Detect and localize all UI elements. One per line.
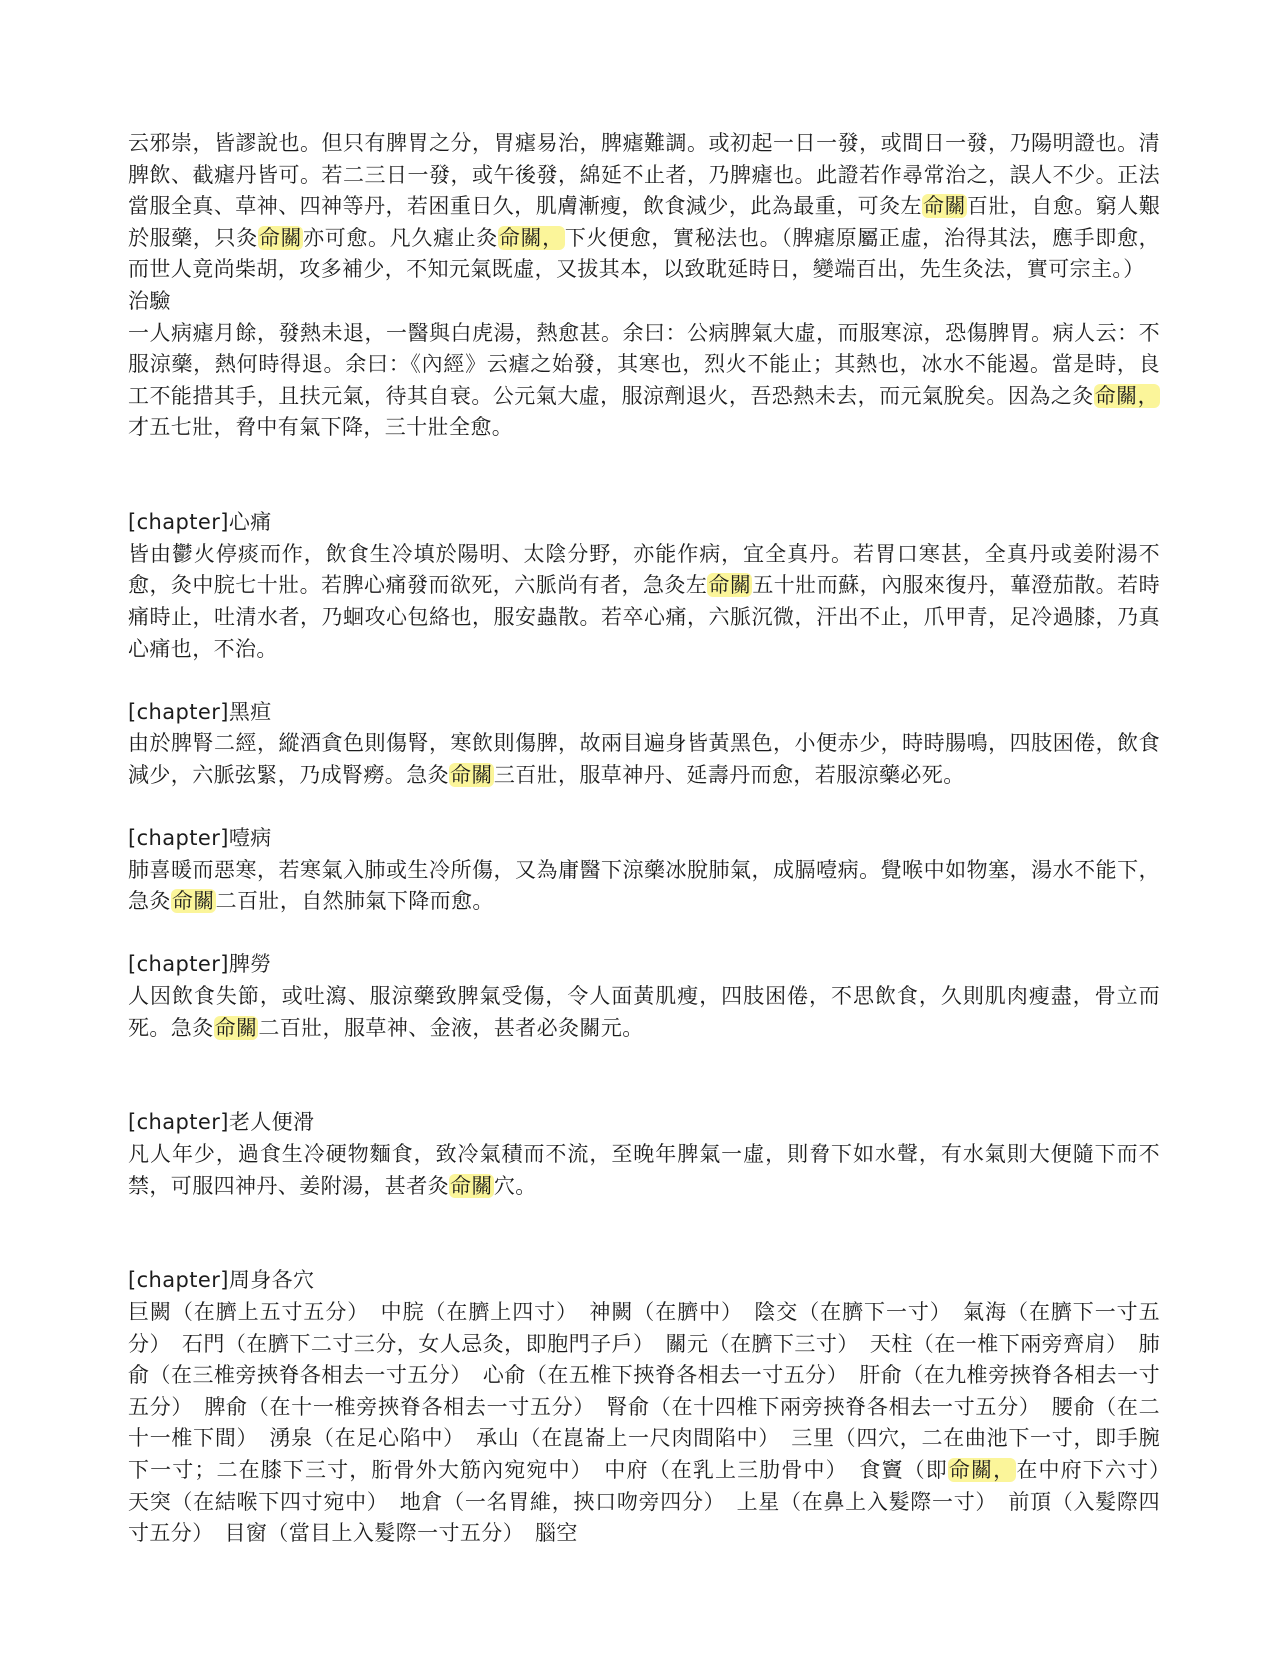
text-run: 五十壯而蘇，內服來復丹，蓽澄茄散。若時痛時止，吐清水者，乃蛔攻心包絡也，服安蟲散。若卒心痛，六脈沉微，汗出不止，爪甲青，足冷過膝，乃真心痛也，不治。 [128, 573, 1160, 661]
text-run: 云邪崇，皆謬說也。但只有脾胃之分，胃瘧易治，脾瘧難調。或初起一日一發，或間日一發，乃陽明證也。清脾飲、截瘧丹皆可。若二三日一發，或午後發，綿延不止者，乃脾瘧也。此證若作尋常治之，誤人不少。正法當服全真、草神、四神等丹，若困重日久，肌膚漸瘦，飲食減少，此為最重，可灸左 [128, 131, 1160, 219]
document-page [128, 128, 1182, 1550]
highlighted-term: 命關， [948, 1457, 1016, 1482]
paragraph [128, 539, 1160, 665]
highlighted-term: 命關， [1094, 383, 1160, 408]
highlighted-term: 命關 [923, 194, 966, 219]
chapter-heading: [chapter]老人便滑 [128, 1110, 315, 1135]
highlighted-term: 命關 [450, 1173, 493, 1198]
chapter-heading: [chapter]黑疸 [128, 699, 272, 724]
text-run: 穴。 [493, 1173, 537, 1198]
paragraph [128, 728, 1160, 791]
text-run: 三百壯，服草神丹、延壽丹而愈，若服涼藥必死。 [493, 762, 965, 787]
block-spacer [128, 665, 1160, 697]
text-run: 由於脾腎二經，縱酒貪色則傷腎，寒飲則傷脾，故兩目遍身皆黃黑色，小便赤少，時時腸鳴，四肢困倦，飲食減少，六脈弦緊，乃成腎癆。急灸 [128, 731, 1160, 787]
paragraph [128, 1139, 1160, 1202]
chapter-heading: [chapter]脾勞 [128, 952, 272, 977]
text-run: 下火便愈，實秘法也。（脾瘧原屬正虛，治得其法，應手即愈，而世人竟尚柴胡，攻多補少，不知元氣既虛，又拔其本，以致耽延時日，變端百出，先生灸法，實可宗主。） [128, 225, 1160, 282]
paragraph [128, 128, 1160, 286]
text-run: 百壯，自愈。窮人艱於服藥，只灸 [128, 194, 1160, 250]
text-run: 巨闕（在臍上五寸五分） 中脘（在臍上四寸） 神闕（在臍中） 陰交（在臍下一寸） 氣海（在臍下一寸五分） 石門（在臍下二寸三分，女人忌灸，即胞門子戶） 關元（在臍下三寸） 天柱（在一椎下兩旁齊肩） 肺俞（在三椎旁挾脊各相去一寸五分） 心俞（在五椎下挾脊各相去一寸五分） 肝俞（在九椎旁挾脊各相去一寸五分） 脾俞（在十一椎旁挾脊各相去一寸五分） 腎俞（在十四椎下兩旁挾脊各相去一寸五分） 腰俞（在二十一椎下間） 湧泉（在足心陷中） 承山（在崑崙上一尺肉間陷中） 三里（四穴，二在曲池下一寸，即手腕下一寸；二在膝下三寸，胻骨外大筋內宛宛中） 中府（在乳上三肋骨中） 食竇（即 [128, 1299, 1160, 1482]
highlighted-term: 命關 [171, 889, 215, 914]
text-run: 一人病瘧月餘，發熱未退，一醫與白虎湯，熱愈甚。余曰：公病脾氣大虛，而服寒涼，恐傷脾胃。病人云：不服涼藥，熱何時得退。余曰：《內經》云瘧之始發，其寒也，烈火不能止；其熱也，冰水不能遏。當是時，良工不能措其手，且扶元氣，待其自衰。公元氣大虛，服涼劑退火，吾恐熱未去，而元氣脫矣。因為之灸 [128, 320, 1160, 408]
highlighted-term: 命關， [498, 225, 564, 250]
block-spacer [128, 444, 1160, 507]
block-spacer [128, 1044, 1160, 1107]
block-spacer [128, 918, 1160, 950]
highlighted-term: 命關 [450, 762, 493, 787]
highlighted-term: 命關 [214, 1015, 258, 1040]
text-run: 凡人年少，過食生冷硬物麵食，致冷氣積而不流，至晚年脾氣一虛，則脅下如水聲，有水氣則大便隨下而不禁，可服四神丹、姜附湯，甚者灸 [128, 1142, 1160, 1198]
chapter-heading: 治驗 [128, 288, 171, 313]
block-spacer [128, 791, 1160, 823]
text-run: 在中府下六寸） 天突（在結喉下四寸宛中） 地倉（一名胃維，挾口吻旁四分） 上星（在鼻上入髮際一寸） 前頂（入髮際四寸五分） 目窗（當目上入髮際一寸五分） 腦空 [128, 1457, 1182, 1546]
chapter-heading: [chapter]噎病 [128, 826, 272, 851]
chapter-heading: [chapter]心痛 [128, 510, 272, 535]
paragraph [128, 855, 1160, 918]
text-run: 亦可愈。凡久瘧止灸 [303, 225, 498, 250]
text-run: 才五七壯，脅中有氣下降，三十壯全愈。 [128, 415, 514, 440]
text-run: 二百壯，服草神、金液，甚者必灸關元。 [258, 1015, 644, 1040]
highlighted-term: 命關 [258, 225, 303, 250]
chapter-heading: [chapter]周身各穴 [128, 1268, 315, 1293]
text-run: 肺喜暖而惡寒，若寒氣入肺或生冷所傷，又為庸醫下涼藥冰脫肺氣，成膈噎病。覺喉中如物塞，湯水不能下，急灸 [128, 857, 1160, 914]
block-spacer [128, 1202, 1160, 1265]
paragraph [128, 1297, 1182, 1550]
paragraph [128, 981, 1160, 1044]
text-run: 二百壯，自然肺氣下降而愈。 [215, 889, 494, 914]
text-run: 皆由鬱火停痰而作，飲食生冷填於陽明、太陰分野，亦能作病，宜全真丹。若胃口寒甚，全真丹或姜附湯不愈，灸中脘七十壯。若脾心痛發而欲死，六脈尚有者，急灸左 [128, 541, 1160, 598]
highlighted-term: 命關 [708, 573, 752, 598]
text-run: 人因飲食失節，或吐瀉、服涼藥致脾氣受傷，令人面黃肌瘦，四肢困倦，不思飲食，久則肌肉瘦盡，骨立而死。急灸 [128, 984, 1160, 1040]
paragraph [128, 318, 1160, 444]
